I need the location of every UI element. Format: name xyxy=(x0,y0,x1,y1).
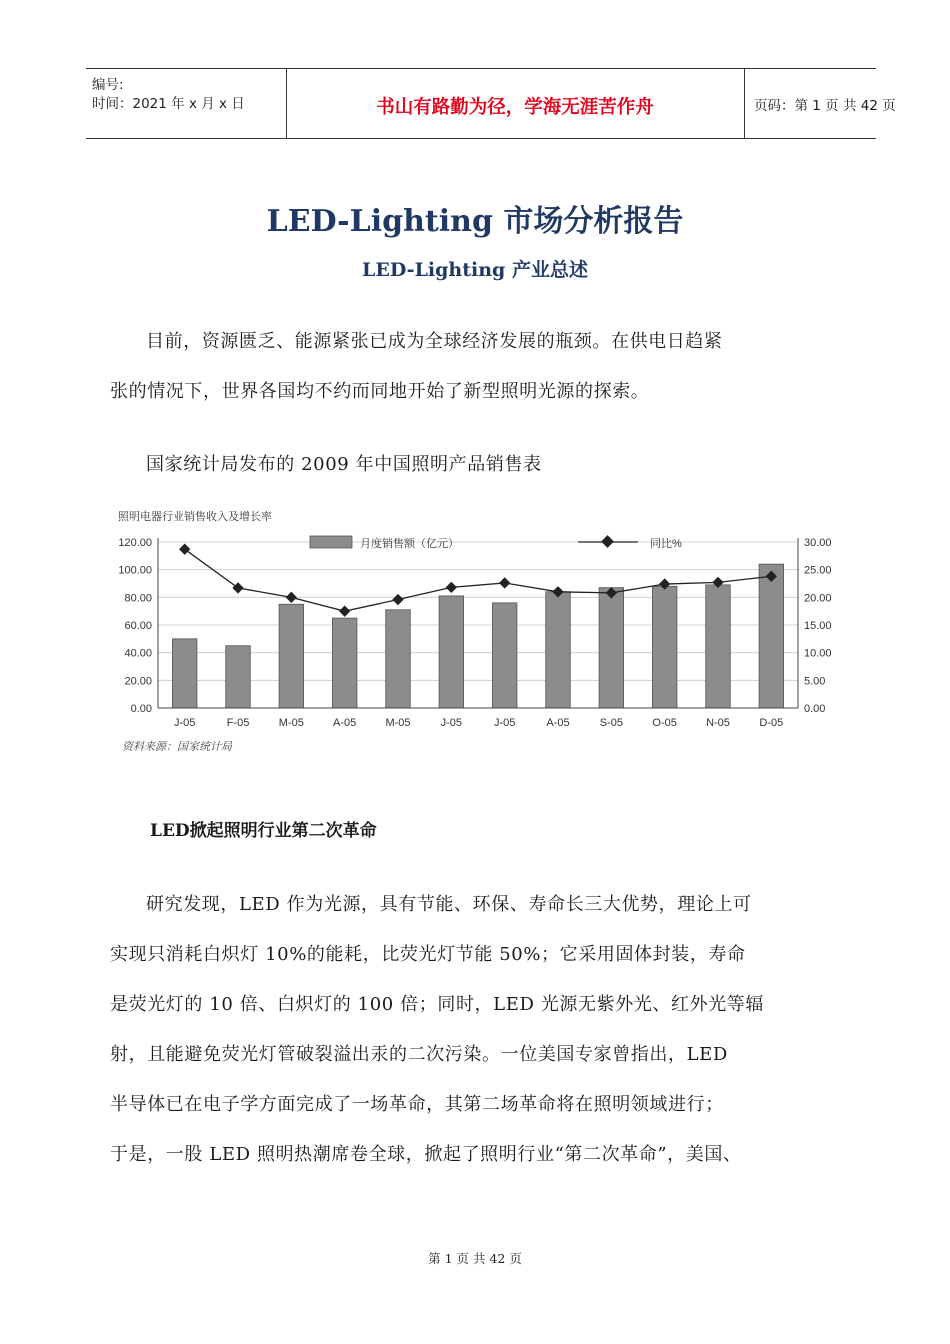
body-line-2: 实现只消耗白炽灯 10%的能耗，比荧光灯节能 50%；它采用固体封装，寿命 xyxy=(110,944,746,965)
x-tick-label: N-05 xyxy=(706,717,730,729)
report-title: LED-Lighting 市场分析报告 xyxy=(266,204,684,239)
bar xyxy=(652,586,677,708)
header-page-cell xyxy=(744,69,896,138)
header-meta-cell xyxy=(86,69,287,138)
table-caption: 国家统计局发布的 2009 年中国照明产品销售表 xyxy=(146,454,542,475)
intro-line-2: 张的情况下，世界各国均不约而同地开始了新型照明光源的探索。 xyxy=(110,381,650,402)
x-tick-label: O-05 xyxy=(652,717,677,729)
y-left-tick-label: 20.00 xyxy=(124,675,152,688)
x-tick-label: J-05 xyxy=(493,717,516,729)
bar xyxy=(386,610,411,708)
bar xyxy=(332,618,357,708)
bar xyxy=(172,639,197,708)
chart-source: 资料来源：国家统计局 xyxy=(122,741,232,753)
document-header xyxy=(86,68,896,139)
bar xyxy=(492,603,517,708)
y-left-tick-label: 0.00 xyxy=(130,703,152,715)
y-left-tick-label: 40.00 xyxy=(124,647,152,660)
legend-line-label: 同比% xyxy=(650,538,682,550)
x-tick-label: S-05 xyxy=(599,717,623,729)
y-right-tick-label: 20.00 xyxy=(804,592,832,605)
body-line-4: 射，且能避免荧光灯管破裂溢出汞的二次污染。一位美国专家曾指出，LED xyxy=(110,1044,728,1065)
time-label: 时间：2021 年 x 月 x 日 xyxy=(92,96,245,112)
report-subtitle: LED-Lighting 产业总述 xyxy=(362,259,588,281)
header-motto-cell xyxy=(286,69,745,138)
legend-bar-label: 月度销售额（亿元） xyxy=(360,538,459,550)
y-left-tick-label: 120.00 xyxy=(118,537,152,549)
body-line-5: 半导体已在电子学方面完成了一场革命，其第二场革命将在照明领域进行； xyxy=(110,1094,724,1115)
intro-line-1: 目前，资源匮乏、能源紧张已成为全球经济发展的瓶颈。在供电日趋紧 xyxy=(146,331,723,352)
body-line-6: 于是，一股 LED 照明热潮席卷全球，掀起了照明行业“第二次革命”，美国、 xyxy=(110,1144,742,1165)
page-footer: 第 1 页 共 42 页 xyxy=(428,1251,522,1266)
x-tick-label: J-05 xyxy=(173,717,196,729)
x-tick-label: A-05 xyxy=(333,717,357,729)
bar xyxy=(546,592,571,708)
bar xyxy=(439,596,464,708)
x-tick-label: A-05 xyxy=(546,717,570,729)
legend-bar-swatch xyxy=(310,536,352,548)
y-right-tick-label: 10.00 xyxy=(804,647,832,660)
bar xyxy=(759,564,784,708)
y-right-tick-label: 30.00 xyxy=(804,537,832,549)
y-left-tick-label: 60.00 xyxy=(124,620,152,632)
chart-background xyxy=(110,500,860,760)
y-left-tick-label: 100.00 xyxy=(118,564,152,577)
serial-label: 编号: xyxy=(92,77,124,93)
x-tick-label: F-05 xyxy=(226,717,250,729)
sales-chart xyxy=(110,500,860,760)
y-right-tick-label: 15.00 xyxy=(804,620,832,632)
bar xyxy=(226,646,251,708)
motto-text: 书山有路勤为径，学海无涯苦作舟 xyxy=(376,97,654,118)
x-tick-label: M-05 xyxy=(278,717,304,729)
body-line-1: 研究发现，LED 作为光源，具有节能、环保、寿命长三大优势，理论上可 xyxy=(146,894,752,915)
y-left-tick-label: 80.00 xyxy=(124,592,152,605)
body-line-3: 是荧光灯的 10 倍、白炽灯的 100 倍；同时，LED 光源无紫外光、红外光等辐 xyxy=(110,994,764,1015)
bar xyxy=(599,588,624,708)
bar xyxy=(706,585,731,708)
y-right-tick-label: 25.00 xyxy=(804,564,832,577)
y-right-tick-label: 5.00 xyxy=(804,675,826,688)
x-tick-label: J-05 xyxy=(440,717,463,729)
y-right-tick-label: 0.00 xyxy=(804,703,826,715)
x-tick-label: D-05 xyxy=(759,717,784,729)
x-tick-label: M-05 xyxy=(385,717,411,729)
chart-title: 照明电器行业销售收入及增长率 xyxy=(118,511,272,523)
section-heading: LED掀起照明行业第二次革命 xyxy=(150,821,377,841)
page-info: 页码：第 1 页 共 42 页 xyxy=(754,98,896,114)
bar xyxy=(279,604,304,708)
